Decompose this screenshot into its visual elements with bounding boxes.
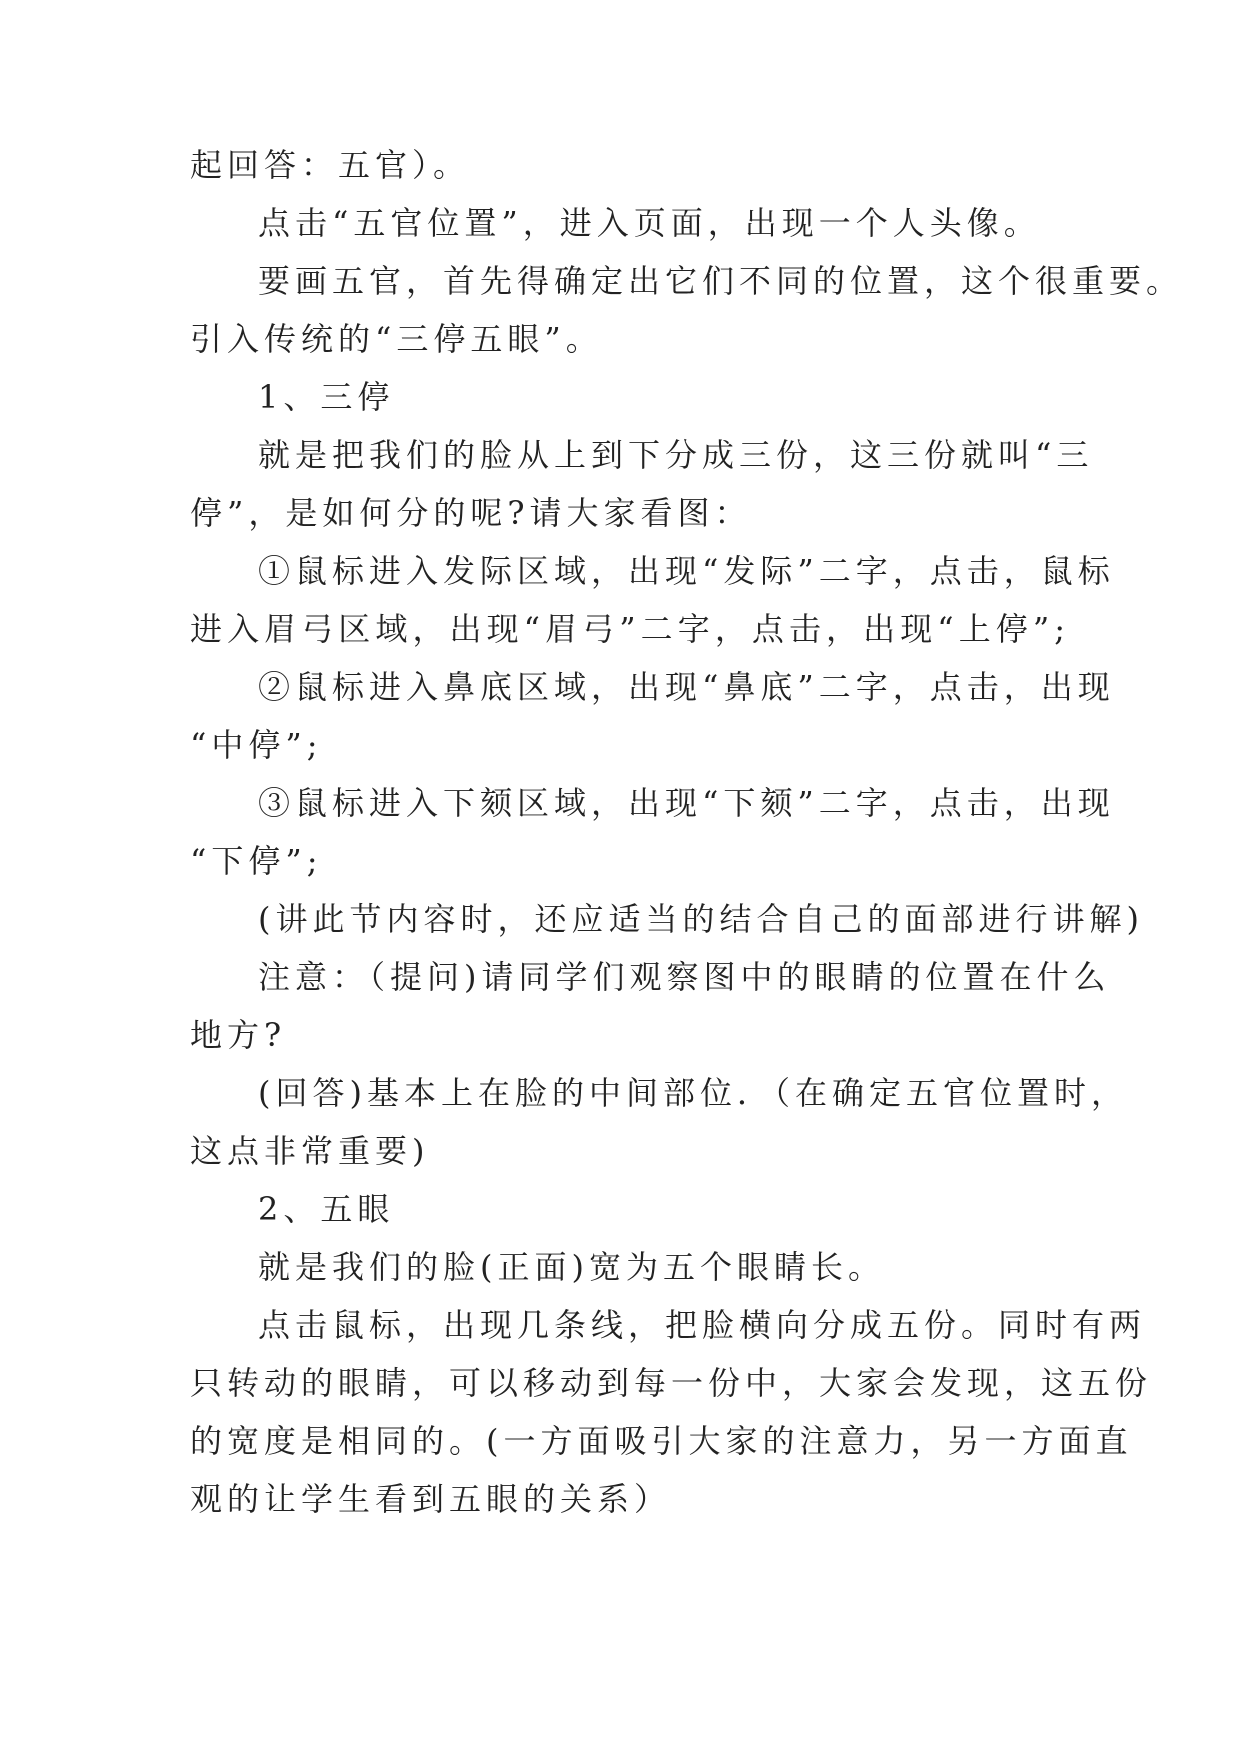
list-item-line: ③鼠标进入下颏区域，出现“下颏”二字，点击，出现: [258, 784, 1115, 822]
paragraph-line: 就是把我们的脸从上到下分成三份，这三份就叫“三: [258, 436, 1094, 474]
paragraph-line: 要画五官，首先得确定出它们不同的位置，这个很重要。: [258, 262, 1184, 300]
paragraph-line: 停”，是如何分的呢?请大家看图：: [190, 494, 752, 532]
paragraph-line: 点击“五官位置”，进入页面，出现一个人头像。: [258, 204, 1041, 242]
list-item-line: ②鼠标进入鼻底区域，出现“鼻底”二字，点击，出现: [258, 668, 1115, 706]
paragraph-line: 这点非常重要): [190, 1132, 430, 1170]
section-heading: 2、五眼: [258, 1190, 395, 1228]
paragraph-line: 地方?: [190, 1016, 287, 1054]
paragraph-line: (回答)基本上在脸的中间部位．（在确定五官位置时，: [258, 1074, 1128, 1112]
paragraph-line: 起回答：五官）。: [190, 146, 471, 184]
paragraph-line: 注意：（提问)请同学们观察图中的眼睛的位置在什么: [258, 958, 1111, 996]
list-item-line: ①鼠标进入发际区域，出现“发际”二字，点击，鼠标: [258, 552, 1115, 590]
paragraph-line: 引入传统的“三停五眼”。: [190, 320, 603, 358]
section-heading: 1、三停: [258, 378, 395, 416]
paragraph-line: 点击鼠标，出现几条线，把脸横向分成五份。同时有两: [258, 1306, 1147, 1344]
paragraph-line: (讲此节内容时，还应适当的结合自己的面部进行讲解): [258, 900, 1144, 938]
paragraph-line: 观的让学生看到五眼的关系）: [190, 1480, 672, 1518]
list-item-line: “中停”;: [190, 726, 323, 764]
paragraph-line: 只转动的眼睛，可以移动到每一份中，大家会发现，这五份: [190, 1364, 1153, 1402]
list-item-line: 进入眉弓区域，出现“眉弓”二字，点击，出现“上停”;: [190, 610, 1070, 648]
list-item-line: “下停”;: [190, 842, 323, 880]
paragraph-line: 就是我们的脸(正面)宽为五个眼睛长。: [258, 1248, 885, 1286]
paragraph-line: 的宽度是相同的。(一方面吸引大家的注意力，另一方面直: [190, 1422, 1133, 1460]
